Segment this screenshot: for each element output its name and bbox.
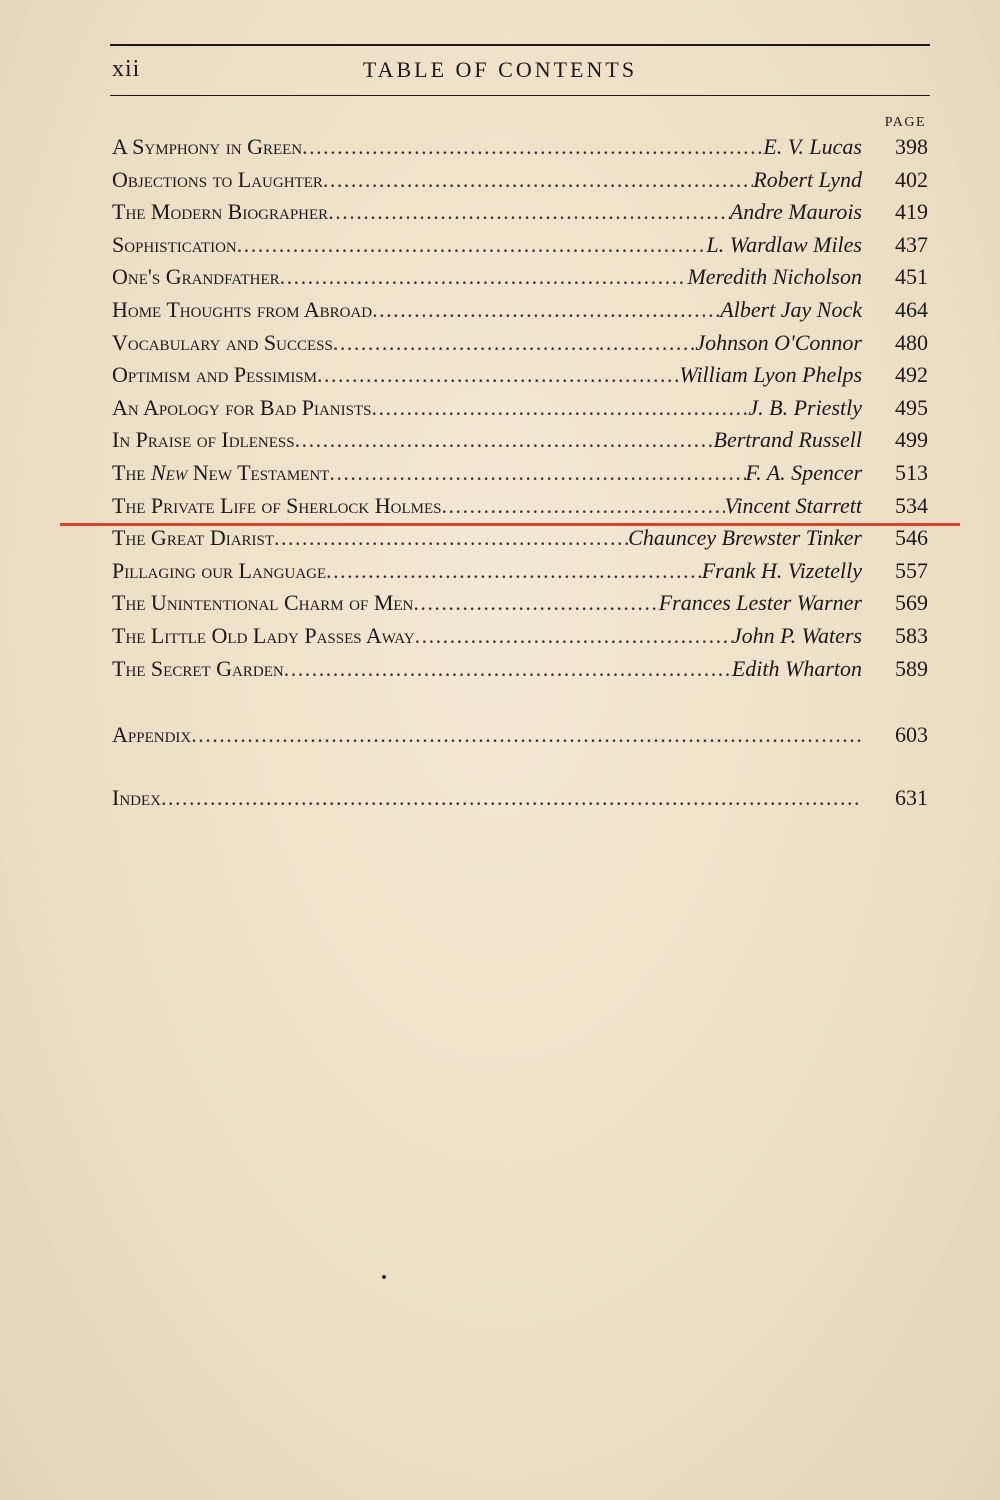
entry-author: Edith Wharton [731, 655, 862, 681]
entry-title: Appendix [112, 722, 192, 748]
dot-leader [328, 199, 730, 225]
entry-page: 583 [895, 622, 928, 648]
toc-entry [112, 167, 928, 200]
entry-title: A Symphony in Green [112, 134, 303, 159]
dot-leader [323, 167, 753, 193]
entry-author: Johnson O'Connor [695, 329, 862, 355]
toc-entry [112, 656, 928, 689]
entry-author: Frances Lester Warner [658, 590, 862, 616]
entry-title: Pillaging our Language [112, 557, 327, 583]
entry-author: Chauncey Brewster Tinker [628, 525, 862, 551]
entry-title-prefix: The [112, 459, 151, 485]
entry-title-italic: New [150, 459, 188, 485]
toc-entry [112, 264, 928, 297]
entry-title: The Secret Garden [112, 655, 284, 681]
entry-page: 589 [895, 655, 928, 681]
entry-title: The Great Diarist [112, 525, 275, 551]
dot-leader [372, 297, 720, 323]
entry-page: 513 [895, 459, 928, 485]
header-top-rule [110, 44, 930, 46]
toc-entry [112, 395, 928, 428]
spacer [112, 688, 928, 722]
dot-leader [333, 330, 696, 356]
entry-author: Vincent Starrett [724, 492, 862, 518]
dot-leader [302, 134, 763, 160]
page-column-label: PAGE [884, 115, 926, 130]
red-highlight-underline [60, 523, 960, 526]
toc-list [112, 134, 928, 817]
toc-entry [112, 297, 928, 330]
entry-page: 495 [895, 394, 928, 420]
entry-title [112, 460, 329, 486]
toc-entry [112, 460, 928, 493]
entry-title: Home Thoughts from Abroad [112, 296, 373, 322]
dot-leader [413, 590, 658, 616]
entry-author: John P. Waters [731, 622, 862, 648]
dot-leader [237, 232, 707, 258]
dot-leader [284, 656, 732, 682]
entry-title: An Apology for Bad Pianists [112, 394, 372, 420]
entry-page: 603 [895, 722, 928, 748]
entry-author: J. B. Priestly [748, 394, 862, 420]
entry-page: 569 [895, 590, 928, 616]
entry-page: 402 [895, 166, 928, 192]
entry-author: E. V. Lucas [763, 134, 862, 159]
dot-leader [280, 264, 688, 290]
entry-page: 557 [895, 557, 928, 583]
entry-title: In Praise of Idleness [112, 427, 295, 453]
entry-page: 419 [895, 199, 928, 225]
entry-title: Optimism and Pessimism [112, 362, 317, 388]
entry-author: Bertrand Russell [713, 427, 862, 453]
toc-entry [112, 232, 928, 265]
entry-title: The Modern Biographer [112, 199, 329, 225]
header-bottom-rule [110, 95, 930, 96]
entry-author: William Lyon Phelps [679, 362, 862, 388]
toc-entry [112, 623, 928, 656]
entry-author: Albert Jay Nock [720, 296, 862, 322]
entry-page: 492 [895, 362, 928, 388]
toc-entry [112, 134, 928, 167]
toc-entry-highlighted [112, 493, 928, 526]
dot-leader [161, 785, 862, 811]
entry-author: Andre Maurois [729, 199, 862, 225]
entry-title-suffix: New Testament [187, 459, 330, 485]
running-head-title: TABLE OF CONTENTS [362, 57, 638, 82]
dot-leader [295, 427, 714, 453]
entry-author: Meredith Nicholson [687, 264, 862, 290]
toc-entry [112, 558, 928, 591]
toc-entry-index [112, 785, 928, 818]
toc-entry [112, 330, 928, 363]
entry-title: One's Grandfather [112, 264, 280, 290]
toc-entry [112, 590, 928, 623]
toc-entry [112, 525, 928, 558]
entry-page: 437 [895, 231, 928, 257]
dot-leader [415, 623, 732, 649]
entry-author: L. Wardlaw Miles [706, 231, 862, 257]
toc-entry [112, 427, 928, 460]
entry-title: Vocabulary and Success [112, 329, 333, 355]
entry-page: 464 [895, 296, 928, 322]
entry-author: Robert Lynd [753, 166, 862, 192]
entry-title: The Private Life of Sherlock Holmes [112, 492, 442, 518]
entry-title: The Little Old Lady Passes Away [112, 622, 415, 648]
dot-leader [441, 493, 724, 519]
dot-leader [329, 460, 745, 486]
entry-title: Objections to Laughter [112, 166, 323, 192]
entry-page: 499 [895, 427, 928, 453]
entry-page: 631 [895, 784, 928, 810]
entry-title: Sophistication [112, 231, 237, 257]
dot-leader [274, 525, 628, 551]
entry-title: Index [112, 784, 161, 810]
page-folio: xii [112, 56, 141, 82]
spacer [112, 755, 928, 785]
dot-leader [317, 362, 679, 388]
entry-page: 546 [895, 525, 928, 551]
entry-page: 480 [895, 329, 928, 355]
dot-leader [191, 722, 862, 748]
entry-title: The Unintentional Charm of Men [112, 590, 414, 616]
toc-entry-appendix [112, 722, 928, 755]
entry-author: F. A. Spencer [745, 459, 862, 485]
entry-page: 398 [895, 134, 928, 159]
entry-page: 534 [895, 492, 928, 518]
toc-entry [112, 362, 928, 395]
entry-author: Frank H. Vizetelly [701, 557, 862, 583]
dot-leader [326, 558, 702, 584]
paper-speck [382, 1275, 386, 1279]
dot-leader [372, 395, 749, 421]
entry-page: 451 [895, 264, 928, 290]
toc-entry [112, 199, 928, 232]
